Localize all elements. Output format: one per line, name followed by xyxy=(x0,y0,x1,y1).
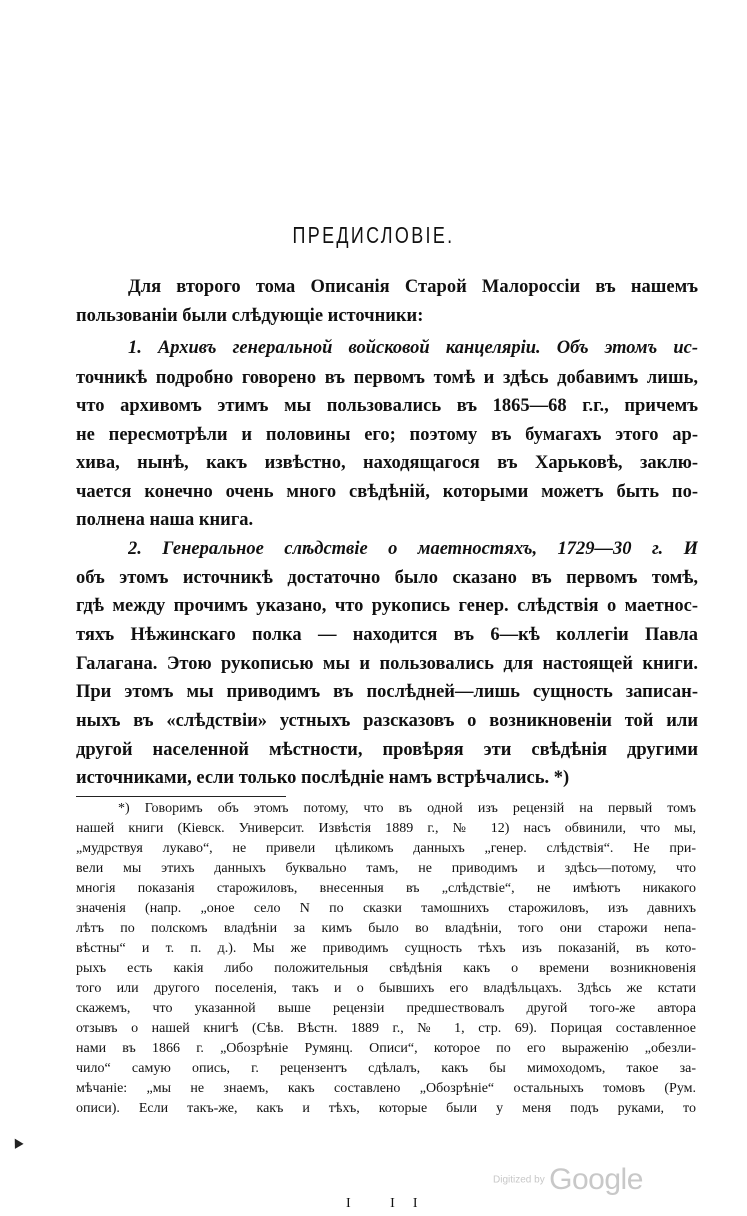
footnote-line: отзывъ о нашей книгѣ (Сѣв. Вѣстн. 1889 г., № 1, стр. 69). Порицая составленное xyxy=(76,1021,696,1036)
footnote-line: „мудрствуя лукаво“, не привели цѣликомъ данныхъ „генер. слѣдствія“. Не при- xyxy=(76,841,696,856)
footnote-line: значенія (напр. „оное село N по сказки тамошнихъ старожиловъ, изъ давнихъ xyxy=(76,901,696,916)
footnote-line: вели мы этихъ данныхъ буквально тамъ, не приводимъ и здѣсь—потому, что xyxy=(76,861,696,876)
digitized-watermark xyxy=(493,1163,643,1197)
footnote-line: скажемъ, что указанной выше рецензіи предшествовалъ другой того-же автора xyxy=(76,1001,696,1016)
footnote-line: вѣстны“ и т. п. д.). Мы же приводимъ сущность тѣхъ изъ показаній, въ кото- xyxy=(76,941,696,956)
footnote-line: рыхъ есть какія либо положительныя свѣдѣнія какъ о времени возникновенія xyxy=(76,961,696,976)
footnote-line: лѣтъ по полскомъ владѣніи за кимъ было во владѣніи, того они старожи непа- xyxy=(76,921,696,936)
footnote-divider xyxy=(76,796,286,797)
body-line: что архивомъ этимъ мы пользовались въ 1865—68 г.г., причемъ xyxy=(76,396,698,416)
body-line: пользованіи были слѣдующіе источники: xyxy=(76,306,424,326)
watermark-prefix: Digitized by xyxy=(493,1174,545,1186)
page-title: ПРЕДИСЛОВІЕ. xyxy=(292,222,455,248)
body-line: источниками, если только послѣдніе намъ встрѣчались. *) xyxy=(76,768,570,788)
footnote-line: описи). Если такъ-же, какъ и тѣхъ, которые были у меня подъ руками, то xyxy=(76,1101,696,1116)
body-line: гдѣ между прочимъ указано, что рукопись генер. слѣдствія о маетнос- xyxy=(76,596,698,616)
body-line: точникѣ подробно говорено въ первомъ томѣ и здѣсь добавимъ лишь, xyxy=(76,368,698,388)
body-line: полнена наша книга. xyxy=(76,510,254,530)
body-line: другой населенной мѣстности, провѣряя эти свѣдѣнія другими xyxy=(76,740,698,760)
body-line: не пересмотрѣли и половины его; поэтому въ бумагахъ этого ар- xyxy=(76,425,698,445)
body-line: чается конечно очень много свѣдѣній, которыми можетъ быть по- xyxy=(76,482,698,502)
body-line: При этомъ мы приводимъ въ послѣдней—лишь сущность записан- xyxy=(76,682,698,702)
footnote-line: того или другого поселенія, такъ и о бывшихъ его владѣльцахъ. Здѣсь же кстати xyxy=(76,981,696,996)
footnote-line: многія показанія старожиловъ, внесенныя въ „слѣдствіе“, не имѣютъ никакого xyxy=(76,881,696,896)
body-line: 2. Генеральное слѣдствіе о маетностяхъ, 1729—30 г. И xyxy=(128,539,698,559)
corner-arrow-icon xyxy=(10,1136,23,1149)
footnote-line: чило“ самую опись, г. рецензентъ сдѣлалъ, какъ бы мимоходомъ, такое за- xyxy=(76,1061,696,1076)
folio-marks: I II xyxy=(346,1196,436,1211)
body-line: Для второго тома Описанія Старой Малороссіи въ нашемъ xyxy=(128,277,698,297)
google-logo: Google xyxy=(549,1163,643,1196)
body-line: хива, нынѣ, какъ извѣстно, находящагося въ Харьковѣ, заклю- xyxy=(76,453,698,473)
footnote-line: нашей книги (Кіевск. Университ. Извѣстія 1889 г., № 12) насъ обвинили, что мы, xyxy=(76,821,696,836)
body-line: тяхъ Нѣжинскаго полка — находится въ 6—кѣ коллегіи Павла xyxy=(76,625,698,645)
footnote-line: нами въ 1866 г. „Обозрѣніе Румянц. Описи“, которое по его выраженію „обезли- xyxy=(76,1041,696,1056)
footnote-line: мѣчаніе: „мы не знаемъ, какъ составлено „Обозрѣніе“ остальныхъ томовъ (Рум. xyxy=(76,1081,696,1096)
body-line: ныхъ въ «слѣдствіи» устныхъ разсказовъ о возникновеніи той или xyxy=(76,711,698,731)
body-line: объ этомъ источникѣ достаточно было сказано въ первомъ томѣ, xyxy=(76,568,698,588)
body-line: 1. Архивъ генеральной войсковой канцеляріи. Объ этомъ ис- xyxy=(128,338,698,358)
body-line: Галагана. Этою рукописью мы и пользовались для настоящей книги. xyxy=(76,654,698,674)
footnote-line: *) Говоримъ объ этомъ потому, что въ одной изъ рецензій на первый томъ xyxy=(118,801,696,816)
